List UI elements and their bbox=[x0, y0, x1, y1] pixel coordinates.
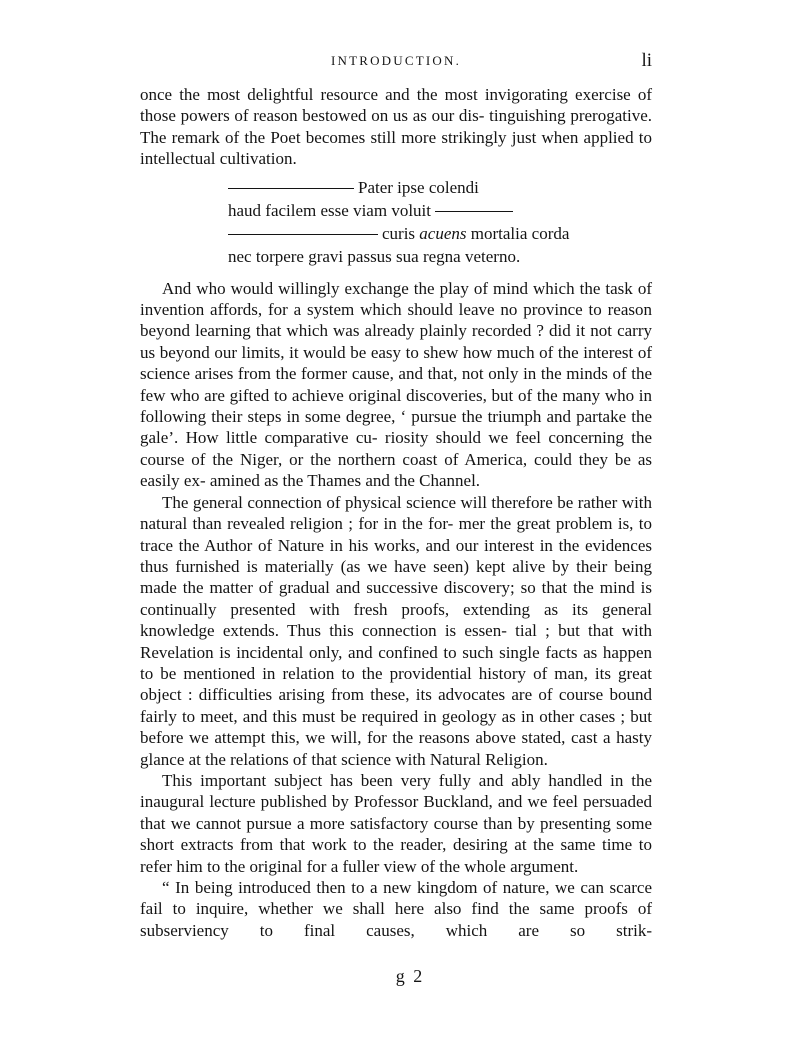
page-body bbox=[140, 84, 652, 941]
paragraph-1: once the most delightful resource and the most invigorating exercise of those powers of reason bestowed on us as our dis- tinguishing prerogative. The remark of the Poet becomes still more strikingly just when applied to intellectual cultivation. bbox=[140, 85, 653, 169]
verse-dash bbox=[228, 234, 378, 235]
verse-dash bbox=[435, 211, 513, 212]
page-number: li bbox=[641, 50, 652, 71]
verse-line-3: curis acuens mortalia corda bbox=[228, 222, 652, 245]
paragraph-4: This important subject has been very fully and ably handled in the inaugural lecture published by Professor Buckland, and we feel persuaded that we cannot pursue a more satisfactory course than by presenting some short extracts from that work to the reader, desiring at the same time to refer him to the original for a fuller view of the whole argument. bbox=[140, 770, 653, 876]
paragraph-2: And who would willingly exchange the play of mind which the task of invention affords, for a system which should leave no province to reason beyond learning that which was already plainly recorded ? did it not carry us beyond our limits, it would be easy to shew how much of the interest of science arises from the former cause, and that, not only in the minds of the few who are gifted to achieve original discoveries, but of the many who in following their steps in some degree, ‘ pursue the triumph and partake the gale’. How little comparative cu- riosity should we feel concerning the course of the Niger, or the northern coast of America, could they be as easily ex- amined as the Thames and the Channel. bbox=[140, 278, 653, 491]
running-header bbox=[140, 50, 652, 72]
verse-line-1: Pater ipse colendi bbox=[228, 176, 652, 199]
verse-quotation bbox=[228, 176, 652, 268]
paragraph-3: The general connection of physical science will therefore be rather with natural than revealed religion ; for in the for- mer the great problem is, to trace the Author of Nature in his works, and our interest in the evidences thus furnished is materially (as we have seen) kept alive by their being made the matter of gradual and successive discovery; so that the mind is continually presented with fresh proofs, extending as its general knowledge extends. Thus this connection is essen- tial ; but that with Revelation is incidental only, and confined to such single facts as happen to be mentioned in relation to the providential history of man, its great object : difficulties arising from these, its advocates are of course bound fairly to meet, and this must be required in geology as in other cases ; but before we attempt this, we will, for the reasons above stated, cast a hasty glance at the relations of that science with Natural Religion. bbox=[140, 492, 653, 769]
verse-dash bbox=[228, 188, 354, 189]
running-title: INTRODUCTION. bbox=[330, 53, 462, 68]
verse-line-2: haud facilem esse viam voluit bbox=[228, 199, 652, 222]
paragraph-5: “ In being introduced then to a new kingdom of nature, we can scarce fail to inquire, whether we shall here also find the same proofs of subserviency to final causes, which are so strik- bbox=[140, 878, 653, 940]
verse-line-4: nec torpere gravi passus sua regna veterno. bbox=[228, 246, 521, 266]
signature-mark: g 2 bbox=[395, 966, 425, 986]
